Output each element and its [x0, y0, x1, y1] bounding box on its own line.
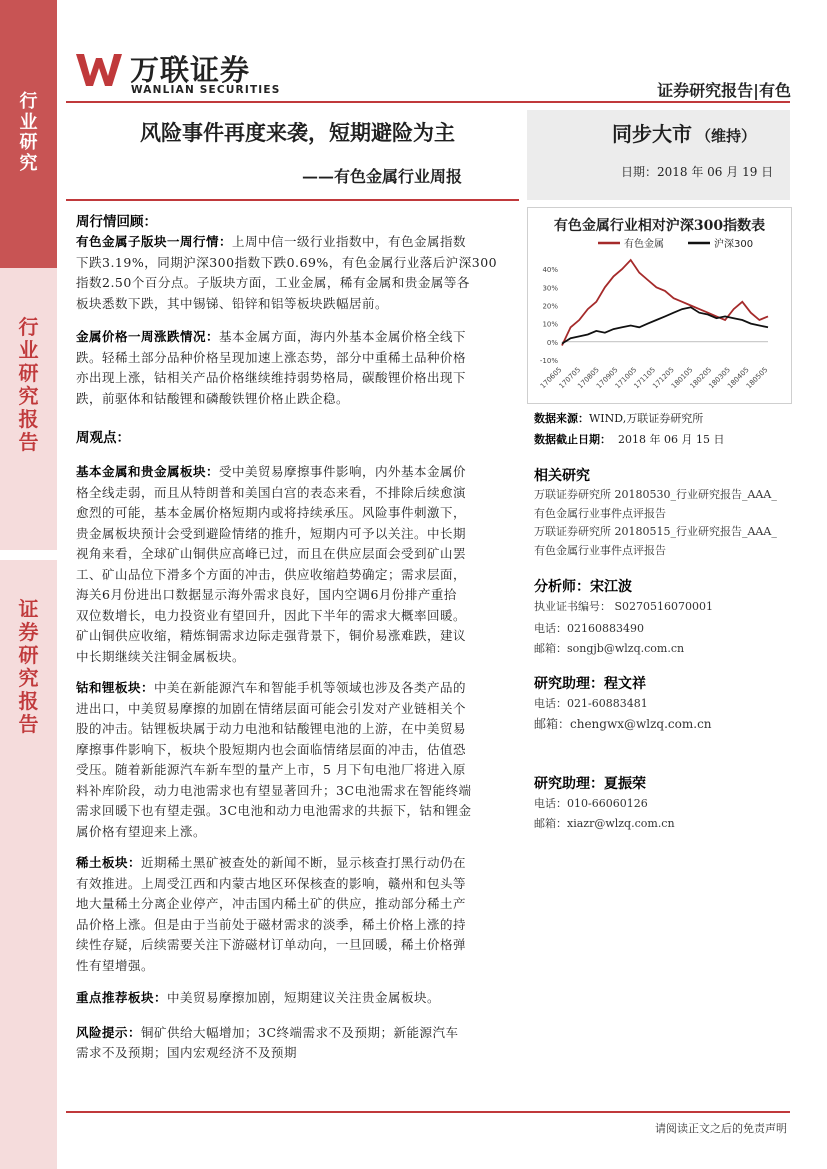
series-line-hs300: [562, 307, 768, 343]
analyst-phone: 电话：02160883490: [534, 622, 644, 635]
views-recommendation: 重点推荐板块：中美贸易摩擦加剧，短期建议关注贵金属板块。: [76, 990, 441, 1005]
related-item[interactable]: 万联证券研究所 20180515_行业研究报告_AAA_: [534, 525, 777, 538]
side-label-industry-report: 行 业 研 究 报 告: [18, 315, 39, 454]
header-rule: [66, 101, 790, 103]
chart-title: 有色金属行业相对沪深300指数表: [553, 218, 766, 234]
relative-performance-chart: [527, 207, 792, 404]
chart-cutoff-date: 数据截止日期： 2018 年 06 月 15 日: [534, 433, 725, 446]
y-tick-label: 30%: [542, 284, 558, 293]
side-label-securities-report: 证 券 研 究 报 告: [18, 597, 39, 736]
x-tick-label: 170805: [576, 365, 601, 391]
related-research-list: [534, 486, 777, 560]
y-tick-label: 20%: [542, 302, 558, 311]
x-tick-label: 171105: [632, 365, 658, 391]
analyst-cert: 执业证书编号： S0270516070001: [534, 600, 714, 613]
x-tick-label: 180105: [669, 365, 695, 391]
chart-plot: [528, 208, 791, 403]
x-tick-label: 180305: [707, 365, 732, 391]
y-tick-label: -10%: [539, 357, 558, 365]
assistant-phone-1: 电话：021-60883481: [534, 697, 648, 710]
related-research-heading: 相关研究: [534, 468, 590, 484]
logo-text-en: WANLIAN SECURITIES: [131, 84, 281, 96]
risk-warning: 风险提示：铜矿供给大幅增加；3C终端需求不及预期；新能源汽车 需求不及预期；国内宏观经济不及预期: [76, 1024, 459, 1060]
assistant-phone-2: 电话：010-66060126: [534, 797, 648, 810]
legend-label: 沪深300: [714, 239, 754, 250]
legend-label: 有色金属: [624, 239, 664, 250]
x-tick-label: 171205: [651, 365, 676, 391]
main-column: [76, 210, 518, 1064]
footer-rule: [66, 1111, 790, 1113]
views-heading: 周观点：: [76, 430, 130, 446]
related-item[interactable]: 有色金属行业事件点评报告: [534, 543, 666, 557]
side-label-industry-research: 行 业 研 究: [19, 91, 38, 175]
review-paragraph-1: 有色金属子版块一周行情：上周中信一级行业指数中，有色金属指数 下跌3.19%，同期沪深300指数下跌0.69%，有色金属行业落后沪深300 指数2.50个百分点。子版块方面，工业金属，稀有金属和贵金属等各 板块悉数下跌，其中锡锑、铅锌和铝等板块跌幅居前。: [76, 234, 498, 311]
x-tick-label: 180505: [744, 365, 770, 391]
assistant-email-2[interactable]: 邮箱：xiazr@wlzq.com.cn: [534, 817, 675, 830]
report-subtitle: ——有色金属行业周报: [302, 167, 463, 186]
report-date: 日期：2018 年 06 月 19 日: [621, 165, 774, 179]
review-paragraph-2: 金属价格一周涨跌情况：基本金属方面，海内外基本金属价格全线下 跌。轻稀土部分品种价格呈现加速上涨态势，部分中重稀土品种价格 亦出现上涨，钴相关产品价格继续维持弱势格局，碳酸锂价格出现下 跌，前驱体和钴酸锂和磷酸铁锂价格止跌企稳。: [76, 329, 467, 406]
x-tick-label: 180405: [726, 365, 751, 391]
y-tick-label: 0%: [546, 338, 558, 347]
logo-icon: [74, 50, 124, 90]
title-rule: [66, 199, 519, 201]
y-tick-label: 10%: [542, 320, 558, 329]
report-category: 证券研究报告|有色: [657, 81, 791, 100]
side-separator: [0, 550, 57, 560]
x-tick-label: 170605: [538, 365, 564, 391]
y-tick-label: 40%: [542, 266, 558, 275]
assistant-email-1[interactable]: 邮箱：chengwx@wlzq.com.cn: [534, 717, 712, 731]
report-title: 风险事件再度来袭，短期避险为主: [140, 120, 455, 145]
disclaimer-note[interactable]: 请阅读正文之后的免责声明: [655, 1122, 787, 1135]
views-paragraph-metals: 基本金属和贵金属板块：受中美贸易摩擦事件影响，内外基本金属价 格全线走弱，而且从特朗普和美国白宫的表态来看，不排除后续愈演 愈烈的可能，基本金属价格短期内或将持续承压。风险事件刺激下， 贵金属板块预计会受到避险情绪的推升，短期内可予以关注。中长期 视角来看，全球矿山铜供应高峰已过，而且在供应层面会受到矿山罢 工、矿山品位下滑多个方面的冲击，供应收缩趋势确定；需求层面， 海关6月份进出口数据显示海外需求良好，国内空调6月份排产重拾 双位数增长，电力投资业有望回升，因此下半年的需求大概率回暖。 矿山铜供应收缩，精炼铜需求边际走强背景下，铜价易涨难跌，建议 中长期继续关注铜金属板块。: [76, 464, 467, 664]
assistant-name-1: 研究助理：程文祥: [534, 676, 646, 692]
x-tick-label: 170905: [595, 365, 620, 391]
review-heading: 周行情回顾：: [76, 214, 157, 230]
x-tick-label: 180205: [688, 365, 714, 391]
analyst-name: 分析师：宋江波: [534, 579, 632, 595]
x-tick-label: 171005: [613, 365, 639, 391]
logo-text-cn: 万联证券: [130, 53, 251, 87]
x-tick-label: 170705: [557, 365, 583, 391]
views-paragraph-cobalt-lithium: 钴和锂板块：中美在新能源汽车和智能手机等领域也涉及各类产品的 进出口，中美贸易摩擦的加剧在情绪层面可能会引发对产业链相关个 股的冲击。钴锂板块属于动力电池和钴酸锂电池的上游，在中美贸易 摩擦事件影响下，板块个股短期内也会面临情绪层面的冲击，估值恐 受压。随着新能源汽车新车型的量产上市，5 月下旬电池厂将进入原 料补库阶段，动力电池需求也有望显著回升；3C电池需求在智能终端 需求回暖下也有望走强。3C电池和动力电池需求的共振下，钴和锂金 属价格有望迎来上涨。: [76, 680, 472, 839]
related-item[interactable]: 万联证券研究所 20180530_行业研究报告_AAA_: [534, 488, 777, 501]
assistant-name-2: 研究助理：夏振荣: [534, 776, 646, 792]
chart-source: 数据来源：WIND,万联证券研究所: [534, 412, 704, 425]
analyst-email[interactable]: 邮箱：songjb@wlzq.com.cn: [534, 642, 685, 655]
related-item[interactable]: 有色金属行业事件点评报告: [534, 506, 666, 520]
views-paragraph-rare-earth: 稀土板块：近期稀土黑矿被查处的新闻不断，显示核查打黑行动仍在 有效推进。上周受江西和内蒙古地区环保核查的影响，赣州和包头等 地大量稀土分离企业停产，冲击国内稀土矿的供应，推动部分稀土产 品价格上涨。但是由于当前处于磁材需求的淡季，稀土价格上涨的持 续性存疑，后续需要关注下游磁材订单动向，一旦回暖，稀土价格弹 性有望增强。: [76, 855, 467, 973]
rating: 同步大市 （维持）: [612, 122, 757, 146]
